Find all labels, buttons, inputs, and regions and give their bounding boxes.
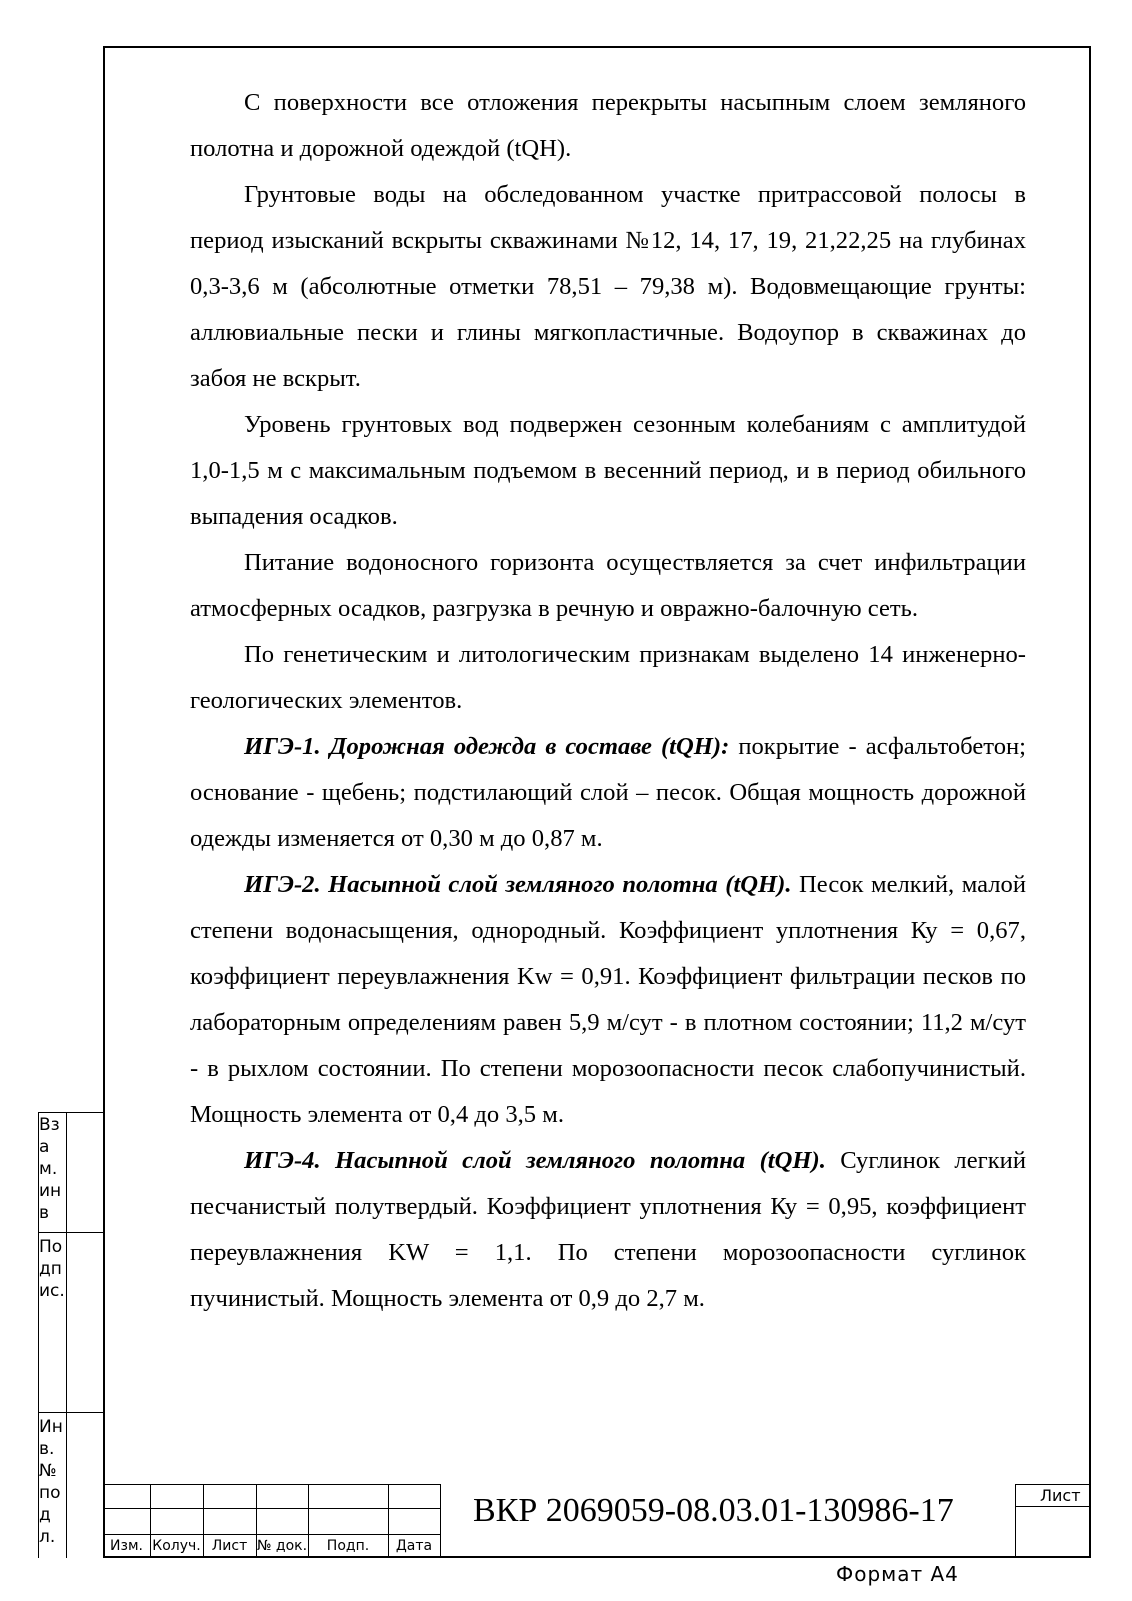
paragraph <box>190 1138 1026 1322</box>
document-body <box>190 80 1026 1322</box>
side-label-podpis: Подпис. <box>39 1237 65 1301</box>
paragraph <box>190 632 1026 724</box>
col-izm: Изм. <box>110 1538 143 1554</box>
paragraph-heading: ИГЭ-1. Дорожная одежда в составе (tQH): <box>244 733 730 760</box>
paragraph <box>190 172 1026 402</box>
col-n-dok: № док. <box>256 1538 308 1554</box>
side-label-vzam-inv: Взам. инв <box>39 1115 62 1223</box>
paragraph-text: Суглинок легкий песчанистый полутвердый. Коэффициент уплотнения Ку = 0,95, коэффициент переувлажнения KW = 1,1. По степени морозоопасности суглинок пучинистый. Мощность элемента от 0,9 до 2,7 м. <box>190 1147 1026 1312</box>
paragraph-heading: ИГЭ-4. Насыпной слой земляного полотна (tQH). <box>244 1147 826 1174</box>
paragraph-text: По генетическим и литологическим признакам выделено 14 инженерно-геологических элементов. <box>190 641 1026 714</box>
paragraph-text: Питание водоносного горизонта осуществляется за счет инфильтрации атмосферных осадков, разгрузка в речную и овражно-балочную сеть. <box>190 549 1026 622</box>
side-label-inv-podl: Инв. № подл. <box>39 1417 63 1547</box>
paragraph <box>190 540 1026 632</box>
paragraph-heading: ИГЭ-2. Насыпной слой земляного полотна (tQH). <box>244 871 792 898</box>
sheet-label: Лист <box>1040 1486 1081 1505</box>
document-number: ВКР 2069059-08.03.01-130986-17 <box>473 1492 954 1529</box>
paragraph-text: С поверхности все отложения перекрыты насыпным слоем земляного полотна и дорожной одеждой (tQH). <box>190 89 1026 162</box>
col-list: Лист <box>211 1538 248 1554</box>
paragraph-text: Песок мелкий, малой степени водонасыщения, однородный. Коэффициент уплотнения Ку = 0,67, коэффициент переувлажнения Kw = 0,91. Коэффициент фильтрации песков по лабораторным определениям равен 5,9 м/сут - в плотном состоянии; 11,2 м/сут - в рыхлом состоянии. По степени морозоопасности песок слабопучинистый. Мощность элемента от 0,4 до 3,5 м. <box>190 871 1027 1128</box>
paragraph-text: Грунтовые воды на обследованном участке притрассовой полосы в период изысканий вскрыты скважинами №12, 14, 17, 19, 21,22,25 на глубинах 0,3-3,6 м (абсолютные отметки 78,51 – 79,38 м). Водовмещающие грунты: аллювиальные пески и глины мягкопластичные. Водоупор в скважинах до забоя не вскрыт. <box>190 181 1026 392</box>
paragraph <box>190 402 1026 540</box>
col-data: Дата <box>395 1538 433 1554</box>
col-koluch: Колуч. <box>152 1538 201 1554</box>
paragraph <box>190 80 1026 172</box>
paragraph <box>190 862 1026 1138</box>
paragraph-text: Уровень грунтовых вод подвержен сезонным колебаниям с амплитудой 1,0-1,5 м с максимальным подъемом в весенний период, и в период обильного выпадения осадков. <box>190 411 1026 530</box>
paragraph <box>190 724 1026 862</box>
paragraph-text: покрытие - асфальтобетон; основание - щебень; подстилающий слой – песок. Общая мощность дорожной одежды изменяется от 0,30 м до 0,87 м. <box>190 733 1027 852</box>
side-stamp <box>38 1112 103 1558</box>
col-podp: Подп. <box>326 1538 370 1554</box>
format-label: Формат А4 <box>836 1562 959 1586</box>
title-block <box>103 1484 1091 1558</box>
